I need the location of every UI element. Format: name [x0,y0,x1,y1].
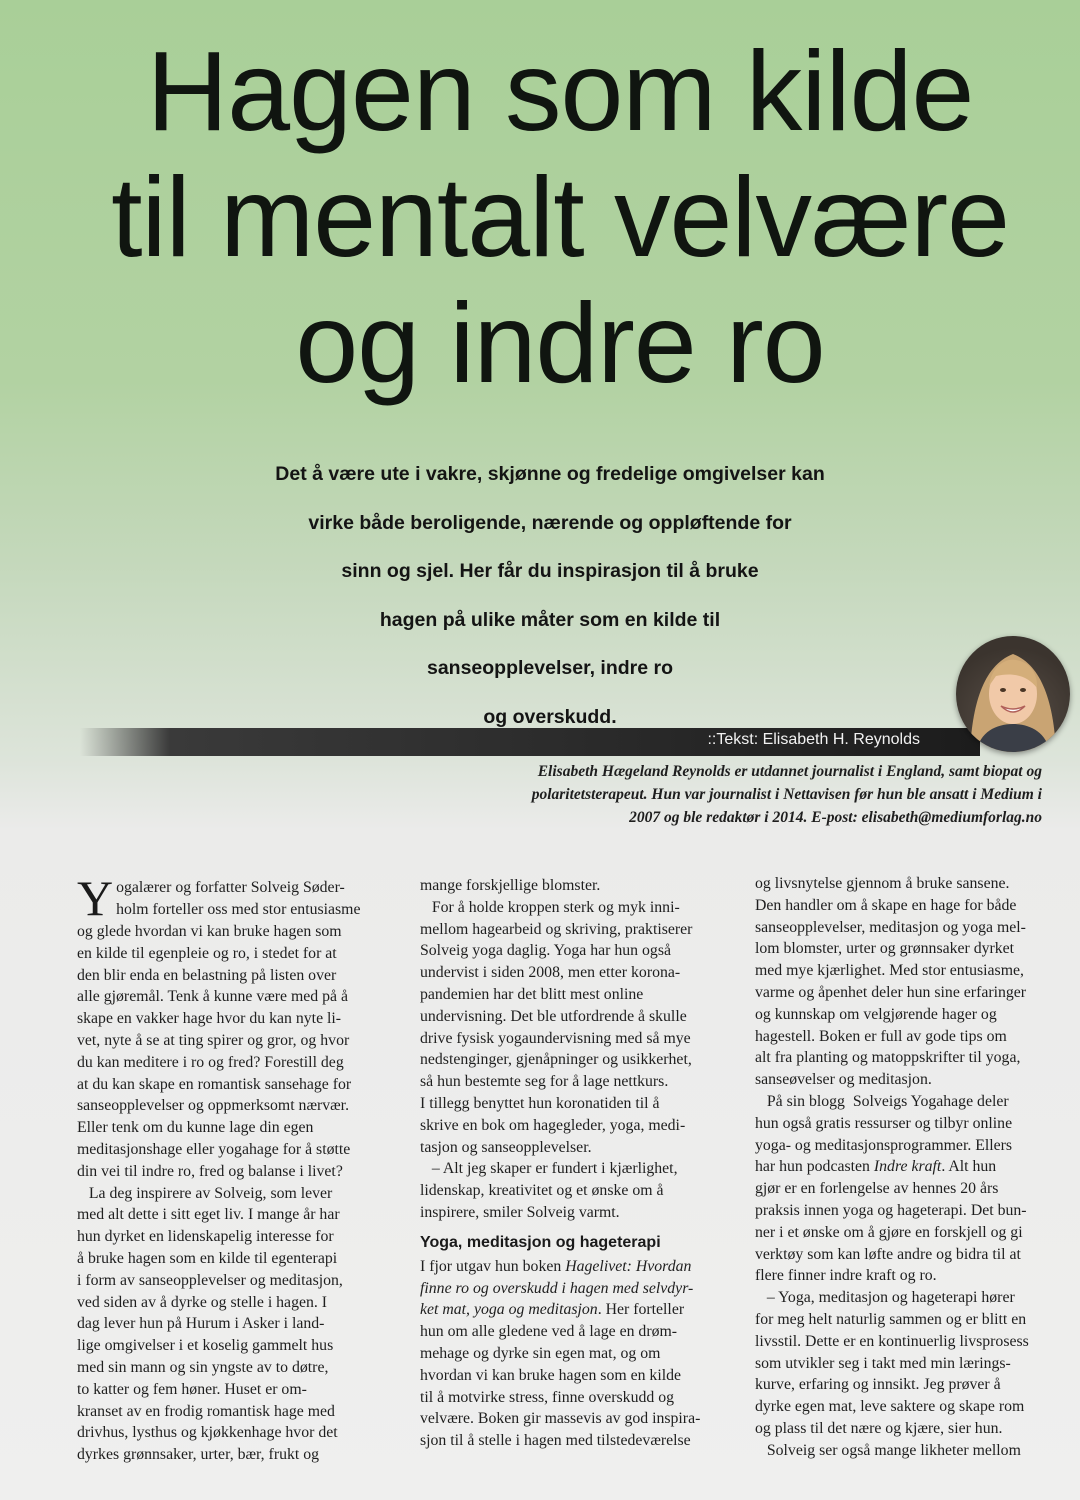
body-line: Solveig ser også mange likheter mellom [755,1441,1021,1459]
body-line: som utvikler seg i takt med min lærings- [755,1354,1011,1372]
body-line: ved siden av å dyrke og stelle i hagen. I [77,1293,328,1311]
body-line: Solveig yoga daglig. Yoga har hun også [420,942,671,960]
lead-line: og overskudd. [483,705,617,728]
body-line: På sin blogg Solveigs Yogahage deler [755,1092,1009,1110]
book-title: finne ro og overskudd i hagen med selvdyr- [420,1279,694,1297]
body-line: mange forskjellige blomster. [420,877,601,894]
lead-line: sanseopplevelser, indre ro [426,657,674,679]
drop-cap: Y [77,870,114,926]
body-line: alle gjøremål. Tenk å kunne være med på å [77,988,348,1006]
lead-line: hagen på ulike måter som en kilde til [379,608,721,631]
lead-paragraph [190,450,910,741]
body-text: . Her forteller [597,1301,685,1319]
lead-line: sinn og sjel. Her får du inspirasjon til å bruke [341,560,759,582]
body-line: hun dyrket en lidenskapelig interesse for [77,1228,334,1246]
body-line [755,1156,1077,1178]
author-photo [956,636,1070,752]
body-line: drive fysisk yogaundervisning med så mye [420,1029,691,1047]
body-line: skrive en bok om hagegleder, yoga, medi- [420,1116,686,1134]
bio-line: polaritetsterapeut. Hun var journalist i Nettavisen før hun ble ansatt i Medium i [531,786,1042,803]
body-line [420,1299,742,1321]
body-line: Eller tenk om du kunne lage din egen [77,1119,314,1137]
body-line: drivhus, lysthus og kjøkkenhage hvor det [77,1424,338,1442]
body-line: hvordan vi kan bruke hagen som en kilde [420,1366,682,1384]
body-line: nedstenginger, gjenåpninger og usikkerhet, [420,1051,692,1069]
body-line: så hun bestemte seg for å lage nettkurs. [420,1073,669,1091]
author-portrait-illustration [956,636,1070,752]
body-line: livsstil. Dette er en kontinuerlig livsprosess [755,1332,1029,1350]
body-line: til å motvirke stress, finne overskudd og [420,1388,675,1406]
body-line: tasjon og sanseopplevelser. [420,1138,592,1156]
body-line: lidenskap, kreativitet og et ønske om å [420,1182,664,1200]
body-line: verktøy som kan løfte andre og bidra til at [755,1245,1021,1263]
body-line: sanseøvelser og meditasjon. [755,1071,932,1089]
body-line: kranset av en frodig romantisk hage med [77,1402,335,1420]
body-line: og glede hvordan vi kan bruke hagen som [77,923,342,940]
body-line: i form av sanseopplevelser og meditasjon, [77,1271,343,1289]
body-line [420,1256,742,1278]
body-line: dyrke egen mat, leve saktere og skape rom [755,1398,1025,1416]
body-line: med alt dette i sitt eget liv. I mange år har [77,1206,340,1224]
body-line: ogalærer og forfatter Solveig Søder- [116,879,345,896]
body-line: undervist i siden 2008, men etter korona- [420,964,681,982]
body-line: med sin mann og sin yngste av to døtre, [77,1358,329,1376]
body-line: holm forteller oss med stor entusiasme [116,900,361,918]
body-line: mehage og dyrke sin egen mat, og om [420,1344,661,1362]
body-line: Den handler om å skape en hage for både [755,896,1017,914]
body-line: varme og åpenhet deler hun sine erfaringer [755,983,1027,1001]
body-line: praksis innen yoga og hageterapi. Det bun- [755,1201,1027,1219]
body-line: mellom hagearbeid og skriving, praktiserer [420,920,693,938]
author-bio [322,760,1042,829]
body-line: skape en vakker hage hvor du kan nyte li- [77,1010,342,1028]
body-line: – Alt jeg skaper er fundert i kjærlighet, [420,1160,678,1178]
headline-line-3: og indre ro [295,280,825,406]
body-line: For å holde kroppen sterk og myk inni- [420,898,680,916]
body-line: vet, nyte å se at ting spirer og gror, og hvor [77,1031,350,1049]
body-line: hagestell. Boken er full av gode tips om [755,1027,1007,1045]
body-line: sanseopplevelser og oppmerksomt nærvær. [77,1097,350,1115]
headline-line-1: Hagen som kilde [146,28,974,154]
body-line: dyrkes grønnsaker, urter, bær, frukt og [77,1446,320,1464]
body-line: med mye kjærlighet. Med stor entusiasme, [755,962,1024,980]
body-line: velvære. Boken gir massevis av god inspira- [420,1410,701,1428]
body-line: sjon til å stelle i hagen med tilstedeværelse [420,1432,691,1450]
body-line: alt fra planting og matoppskrifter til yoga, [755,1049,1021,1067]
body-line: at du kan skape en romantisk sansehage for [77,1075,352,1093]
body-line [420,1278,742,1300]
body-line: pandemien har det blitt mest online [420,985,644,1003]
body-line: hun også gratis ressurser og tilbyr online [755,1114,1013,1132]
body-line: og livsnytelse gjennom å bruke sansene. [755,875,1010,892]
body-text: . Alt hun [941,1158,997,1176]
book-title: ket mat, yoga og meditasjon [420,1301,598,1319]
body-line: yoga- og meditasjonsprogrammer. Ellers [755,1136,1013,1154]
body-line: to katter og fem høner. Huset er om- [77,1380,307,1398]
body-line: flere finner indre kraft og ro. [755,1267,937,1285]
headline [45,28,1075,406]
body-line: lige omgivelser i et koselig gammelt hus [77,1337,334,1355]
body-line: sanseopplevelser, meditasjon og yoga mel- [755,918,1026,936]
podcast-title: Indre kraft [873,1158,942,1176]
body-line: dag lever hun på Hurum i Asker i land- [77,1315,325,1333]
body-line: din vei til indre ro, fred og balanse i livet? [77,1162,343,1180]
body-line: inspirere, smiler Solveig varmt. [420,1203,620,1221]
article-column-2 [420,875,742,1452]
byline-bar [80,728,980,756]
body-text: I fjor utgav hun boken [420,1257,566,1275]
article-column-3 [755,873,1077,1462]
body-line: kurve, erfaring og innsikt. Jeg prøver å [755,1376,1001,1394]
body-line: hun om alle gledene ved å lage en drøm- [420,1323,678,1341]
body-line: den blir enda en belastning på listen over [77,966,337,984]
body-line: undervisning. Det ble utfordrende å skulle [420,1007,687,1025]
body-line: for meg helt naturlig sammen og er blitt en [755,1310,1027,1328]
body-line: og kunnskap om velgjørende hager og [755,1005,997,1023]
bio-line: Elisabeth Hægeland Reynolds er utdannet journalist i England, samt biopat og [537,763,1042,780]
body-line: å bruke hagen som en kilde til egenterapi [77,1249,338,1267]
body-line: gjør er en forlengelse av hennes 20 års [755,1180,999,1198]
body-text: har hun podcasten [755,1158,874,1176]
body-line: en kilde til egenpleie og ro, i stedet for at [77,944,337,962]
section-subheading: Yoga, meditasjon og hageterapi [420,1233,661,1251]
body-line: La deg inspirere av Solveig, som lever [77,1184,333,1202]
body-line: og plass til det nære og kjære, sier hun. [755,1419,1003,1437]
body-line: lom blomster, urter og grønnsaker dyrket [755,940,1015,958]
article-column-1 [77,870,399,1466]
book-title: Hagelivet: Hvordan [565,1257,692,1275]
body-line: du kan meditere i ro og fred? Forestill deg [77,1053,344,1071]
byline: ::Tekst: Elisabeth H. Reynolds [707,731,920,748]
body-line: – Yoga, meditasjon og hageterapi hører [755,1289,1015,1307]
bio-line: 2007 og ble redaktør i 2014. E-post: elisabeth@mediumforlag.no [629,809,1042,826]
body-line: meditasjonshage eller yogahage for å støtte [77,1140,351,1158]
lead-line: Det å være ute i vakre, skjønne og fredelige omgivelser kan [275,463,825,485]
headline-line-2: til mentalt velvære [111,154,1009,280]
body-line: ner i et ønske om å gjøre en forskjell og gi [755,1223,1023,1241]
lead-line: virke både beroligende, nærende og oppløftende for [308,511,792,534]
body-line: I tillegg benyttet hun koronatiden til å [420,1094,660,1112]
